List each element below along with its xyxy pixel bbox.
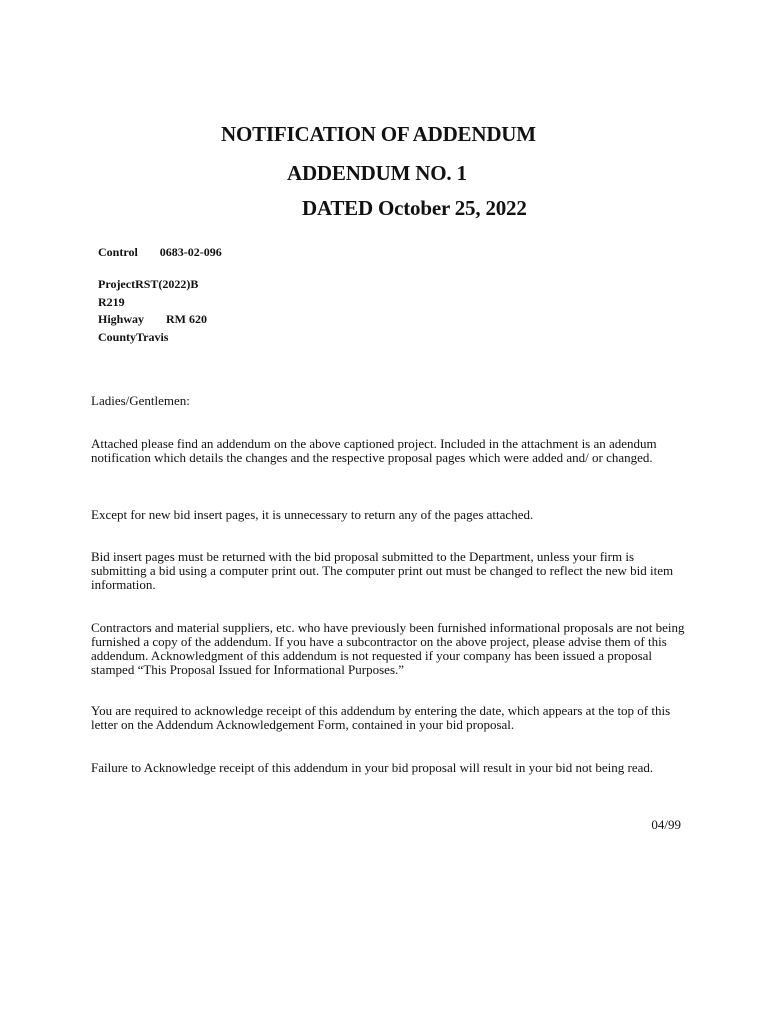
- paragraph-failure: Failure to Acknowledge receipt of this addendum in your bid proposal will result in your bid not being read.: [91, 760, 654, 775]
- form-code: 04/99: [651, 817, 681, 832]
- control-value: 0683-02-096: [159, 245, 222, 259]
- project-field: ProjectRST(2022)B: [98, 277, 199, 291]
- paragraph-acknowledge: You are required to acknowledge receipt of this addendum by entering the date, which appears at the top of this letter on the Addendum Acknowledgement Form, contained in your bid proposal.: [91, 703, 671, 732]
- control-field: [98, 245, 222, 260]
- paragraph-attachment: Attached please find an addendum on the above captioned project. Included in the attachment is an adendum notification which details the changes and the respective proposal pages which were added and/ or changed.: [91, 436, 657, 465]
- county-field: CountyTravis: [98, 330, 169, 344]
- highway-field: [98, 312, 207, 327]
- paragraph-bid-insert: Bid insert pages must be returned with the bid proposal submitted to the Department, unless your firm is submitting a bid using a computer print out. The computer print out must be changed to reflect the new bid item information.: [91, 549, 674, 592]
- highway-value: RM 620: [166, 312, 208, 326]
- document-title: NOTIFICATION OF ADDENDUM: [221, 122, 536, 146]
- addendum-number: ADDENDUM NO. 1: [287, 161, 467, 185]
- highway-label: Highway: [98, 312, 145, 326]
- r-field: R219: [98, 295, 125, 309]
- addendum-date: DATED October 25, 2022: [302, 196, 527, 220]
- paragraph-return-pages: Except for new bid insert pages, it is unnecessary to return any of the pages attached.: [91, 507, 534, 522]
- salutation: Ladies/Gentlemen:: [91, 393, 190, 408]
- control-label: Control: [98, 245, 138, 259]
- paragraph-contractors: Contractors and material suppliers, etc. who have previously been furnished informational proposals are not being furnished a copy of the addendum. If you have a subcontractor on the above project, please advise them of this addendum. Acknowledgment of this addendum is not requested if your company has been issued a proposal stamped “This Proposal Issued for Informational Purposes.”: [91, 620, 685, 677]
